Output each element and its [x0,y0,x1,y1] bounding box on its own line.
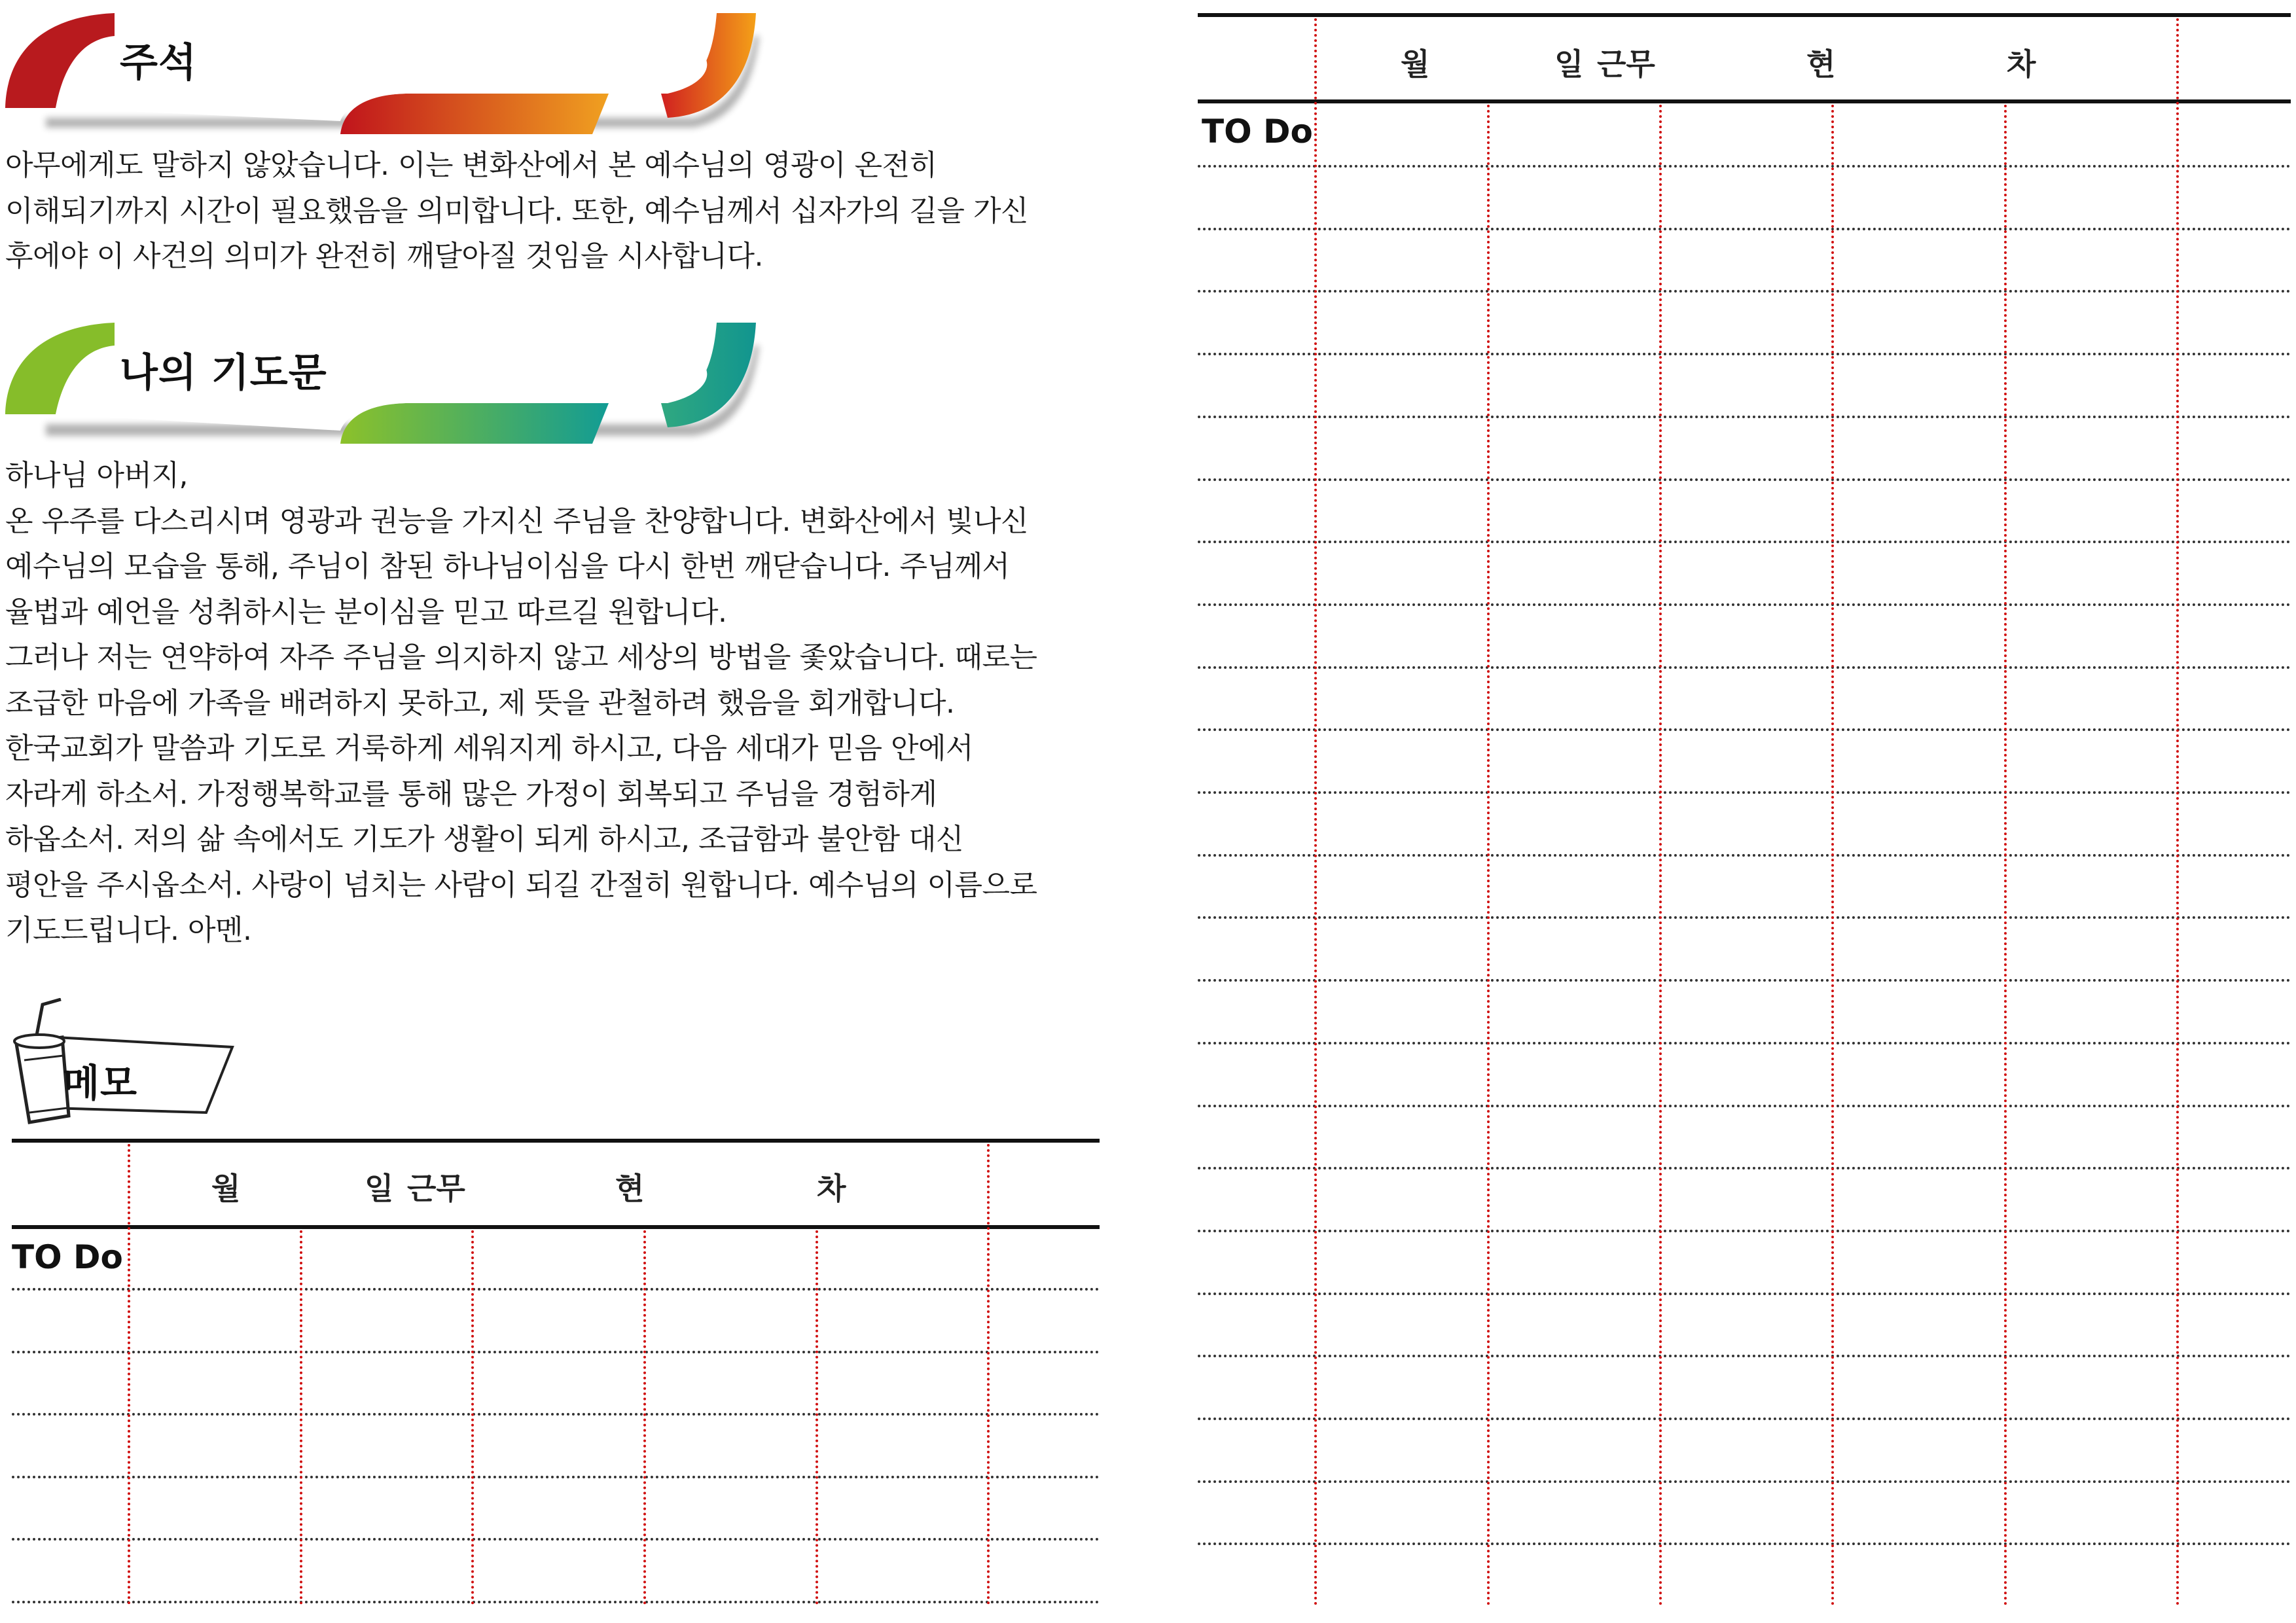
planner-row-line [1198,353,2291,355]
header-work: 근무 [407,1171,465,1206]
planner-row-line [1198,1042,2291,1044]
planner-right-top-rule [1198,13,2291,17]
planner-column-line [471,1230,474,1605]
header-car: 차 [817,1171,846,1206]
planner-row-line [1198,603,2291,606]
planner-row-line [1198,1543,2291,1545]
planner-left-header-rule [12,1225,1100,1229]
prayer-line: 하옵소서. 저의 삶 속에서도 기도가 생활이 되게 하시고, 조급함과 불안함 대신 [5,823,963,856]
planner-row-line [1198,666,2291,669]
header-car: 차 [2007,46,2036,82]
planner-row-line [1198,165,2291,168]
header-current: 현 [1806,46,1836,82]
todo-label: TO Do [12,1238,123,1276]
planner-row-line [12,1288,1100,1291]
prayer-body [5,453,1037,954]
header-day: 일 [1554,46,1584,82]
memo-title: 메모 [63,1061,138,1105]
planner-column-line [1314,18,1317,1607]
planner-row-line [1198,541,2291,543]
planner-row-line [1198,979,2291,982]
prayer-line: 기도드립니다. 아멘. [5,914,252,947]
prayer-line: 조급한 마음에 가족을 배려하지 못하고, 제 뜻을 관철하려 했음을 회개합니다. [5,686,955,720]
planner-row-line [12,1351,1100,1353]
planner-row-line [1198,1293,2291,1295]
planner-row-line [1198,1418,2291,1420]
prayer-line: 그러나 저는 연약하여 자주 주님을 의지하지 않고 세상의 방법을 좇았습니다. 때로는 [5,641,1037,674]
planner-row-line [12,1538,1100,1541]
notes-line: 후에야 이 사건의 의미가 완전히 깨달아질 것임을 시사합니다. [5,240,763,273]
planner-row-line [1198,1480,2291,1483]
prayer-line: 하나님 아버지, [5,459,188,492]
planner-row-line [1198,1230,2291,1232]
planner-left-top-rule [12,1139,1100,1143]
prayer-heading-banner [0,319,766,450]
planner-right-header-rule [1198,99,2291,103]
planner-column-line [987,1144,990,1605]
planner-column-line [1659,105,1662,1607]
planner-row-line [12,1601,1100,1603]
planner-column-line [2004,105,2007,1607]
prayer-title: 나의 기도문 [120,350,327,396]
planner-column-line [128,1144,130,1605]
planner-column-line [643,1230,646,1605]
header-month: 월 [1401,46,1430,82]
planner-column-line [1831,105,1834,1607]
planner-row-line [1198,854,2291,857]
prayer-line: 온 우주를 다스리시며 영광과 권능을 가지신 주님을 찬양합니다. 변화산에서 빛나신 [5,504,1028,538]
planner-row-line [1198,1355,2291,1357]
planner-row-line [12,1413,1100,1416]
planner-column-line [2176,18,2179,1607]
planner-row-line [1198,1167,2291,1169]
planner-row-line [1198,1105,2291,1107]
notes-body [5,143,1028,279]
notes-heading-banner [0,10,766,141]
planner-column-line [300,1230,302,1605]
planner-row-line [1198,916,2291,919]
planner-row-line [1198,416,2291,418]
prayer-line: 자라게 하소서. 가정행복학교를 통해 많은 가정이 회복되고 주님을 경험하게 [5,777,937,811]
prayer-line: 평안을 주시옵소서. 사랑이 넘치는 사람이 되길 간절히 원합니다. 예수님의 이름으로 [5,868,1037,902]
notes-line: 아무에게도 말하지 않았습니다. 이는 변화산에서 본 예수님의 영광이 온전히 [5,149,937,182]
header-day: 일 [365,1171,394,1206]
header-month: 월 [211,1171,241,1206]
planner-column-line [1487,105,1490,1607]
prayer-line: 예수님의 모습을 통해, 주님이 참된 하나님이심을 다시 한번 깨닫습니다. 주님께서 [5,550,1010,583]
planner-row-line [1198,478,2291,481]
header-work: 근무 [1597,46,1655,82]
notes-line: 이해되기까지 시간이 필요했음을 의미합니다. 또한, 예수님께서 십자가의 길을 가신 [5,194,1028,228]
planner-row-line [1198,290,2291,293]
notes-title: 주석 [120,40,197,86]
planner-row-line [1198,728,2291,731]
planner-row-line [1198,791,2291,794]
planner-row-line [1198,228,2291,230]
prayer-line: 율법과 예언을 성취하시는 분이심을 믿고 따르길 원합니다. [5,595,727,629]
planner-row-line [12,1476,1100,1478]
header-current: 현 [615,1171,645,1206]
todo-label: TO Do [1202,113,1313,151]
prayer-line: 한국교회가 말씀과 기도로 거룩하게 세워지게 하시고, 다음 세대가 믿음 안에서 [5,732,973,765]
planner-column-line [816,1230,818,1605]
